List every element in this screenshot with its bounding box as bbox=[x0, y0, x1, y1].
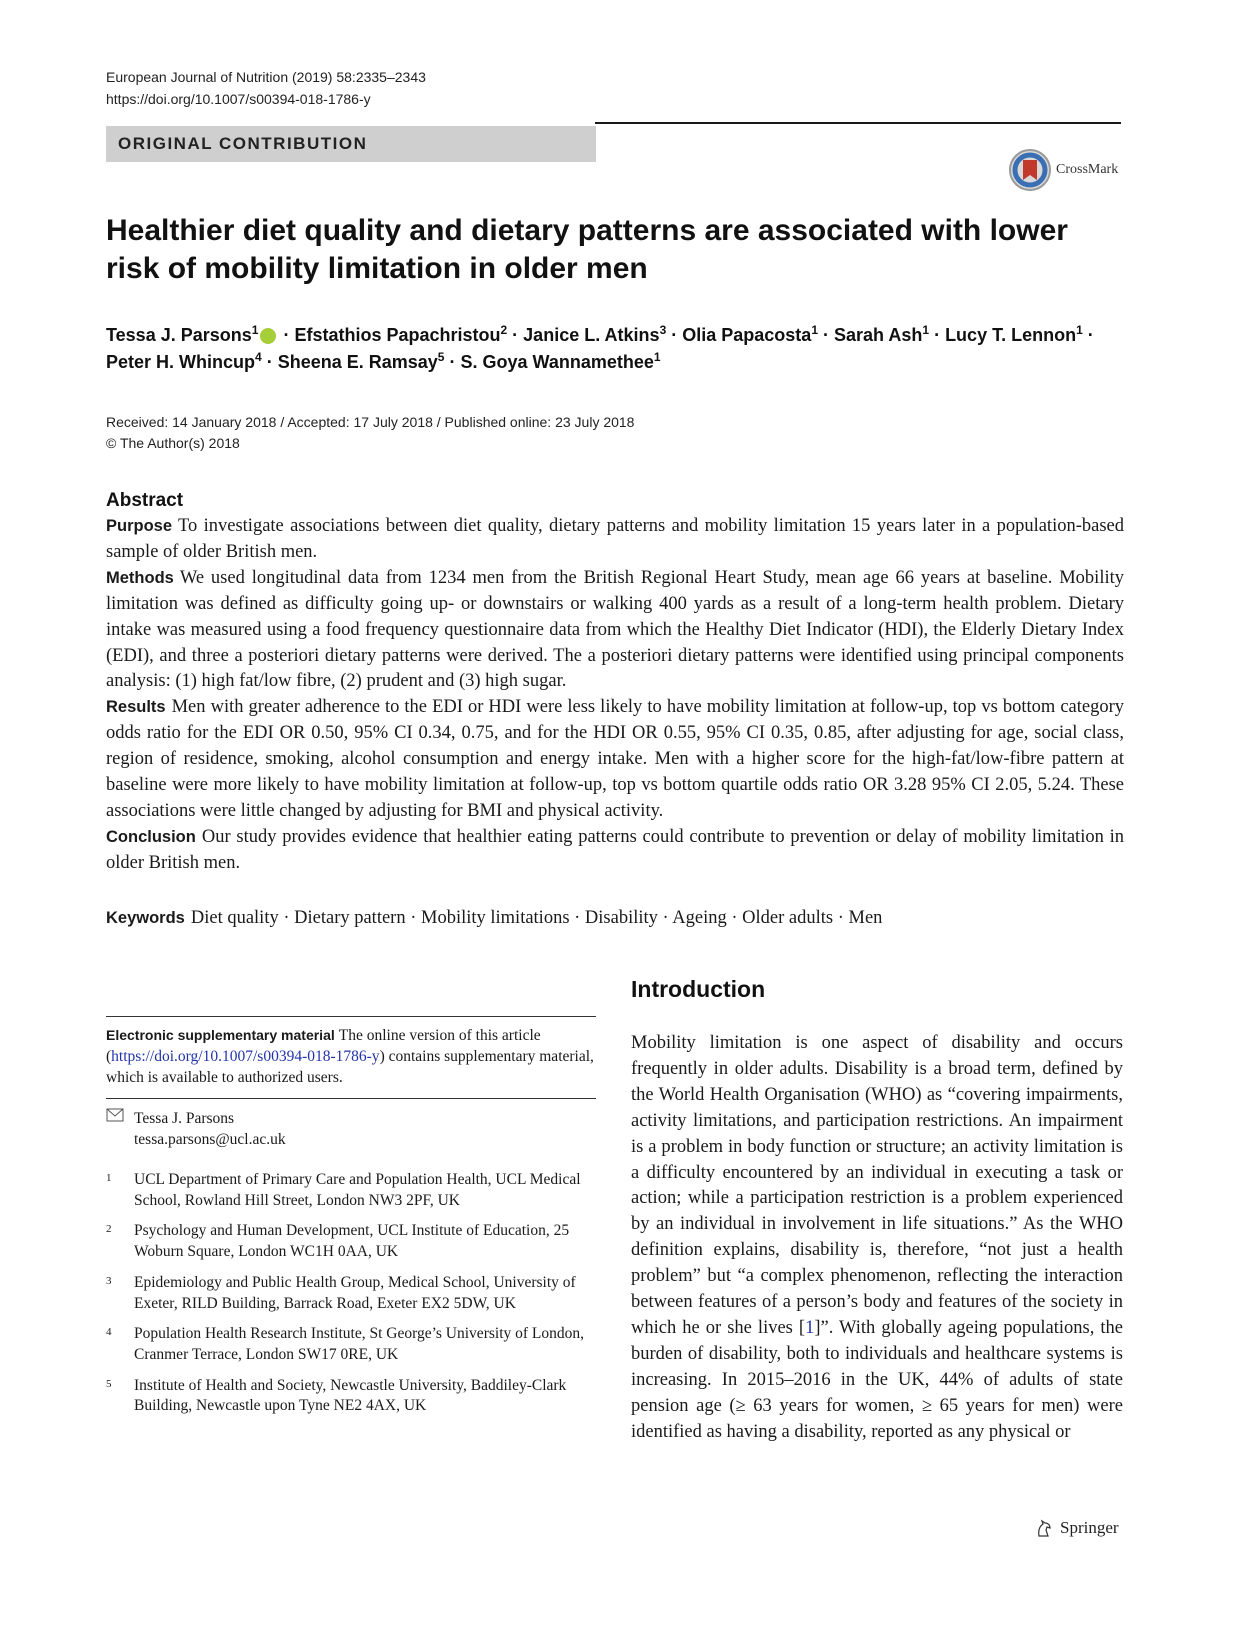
author-separator: · bbox=[278, 325, 295, 345]
conclusion-text: Our study provides evidence that healthier eating patterns could contribute to prevention or delay of mobility limitation in older British men. bbox=[106, 826, 1124, 873]
journal-citation: European Journal of Nutrition (2019) 58:2335–2343 bbox=[106, 69, 426, 85]
author-list bbox=[106, 322, 1126, 376]
author-affiliation-number: 1 bbox=[653, 350, 661, 364]
author[interactable] bbox=[294, 325, 507, 345]
keywords bbox=[106, 905, 1124, 931]
abstract-methods bbox=[106, 566, 1124, 696]
affiliation-text: Institute of Health and Society, Newcastle University, Baddiley-Clark Building, Newcastle upon Tyne NE2 4AX, UK bbox=[134, 1376, 567, 1415]
copyright-line: © The Author(s) 2018 bbox=[106, 435, 240, 451]
keywords-text: Diet quality · Dietary pattern · Mobility limitations · Disability · Ageing · Older adults · Men bbox=[190, 908, 883, 928]
author-separator: · bbox=[1082, 325, 1094, 345]
affiliation-list bbox=[106, 1170, 596, 1427]
springer-horse-icon bbox=[1034, 1518, 1054, 1538]
author[interactable] bbox=[106, 325, 278, 345]
purpose-text: To investigate associations between diet quality, dietary patterns and mobility limitation 15 years later in a population-based sample of older British men. bbox=[106, 516, 1124, 562]
footnote-rule-top bbox=[106, 1016, 596, 1017]
introduction-text bbox=[631, 1031, 1123, 1446]
results-label: Results bbox=[106, 698, 166, 717]
purpose-label: Purpose bbox=[106, 517, 173, 535]
affiliation-number: 1 bbox=[106, 1172, 112, 1184]
author-name: Lucy T. Lennon bbox=[945, 325, 1077, 345]
methods-label: Methods bbox=[106, 568, 174, 587]
author-name: Sheena E. Ramsay bbox=[277, 352, 438, 372]
author-separator: · bbox=[444, 352, 461, 372]
author-separator: · bbox=[818, 325, 834, 345]
crossmark-badge[interactable] bbox=[1008, 148, 1118, 192]
supplementary-note bbox=[106, 1025, 596, 1088]
author-separator: · bbox=[261, 352, 278, 372]
section-label: ORIGINAL CONTRIBUTION bbox=[106, 126, 596, 162]
author-name: Olia Papacosta bbox=[682, 325, 812, 345]
author[interactable] bbox=[945, 325, 1083, 345]
affiliation-number: 3 bbox=[106, 1274, 112, 1287]
footnote-rule-mid bbox=[106, 1098, 596, 1099]
publisher-name: Springer bbox=[1060, 1518, 1119, 1537]
author[interactable] bbox=[106, 352, 262, 372]
author-separator: · bbox=[666, 325, 683, 345]
author-separator: · bbox=[507, 325, 524, 345]
publisher-logo bbox=[1034, 1518, 1119, 1538]
introduction-heading: Introduction bbox=[631, 976, 766, 1002]
correspondence-email[interactable]: tessa.parsons@ucl.ac.uk bbox=[134, 1131, 286, 1148]
abstract-results bbox=[106, 695, 1124, 825]
intro-text-part2: ]”. With globally ageing populations, the burden of disability, both to individuals and healthcare systems is increasing. In 2015–2016 in the UK, 44% of adults of state pension age (≥ 63 years for women, ≥ 65 years for men) were identified as having a disability, reported as any physical or bbox=[631, 1317, 1123, 1442]
affiliation-text: Population Health Research Institute, St George’s University of London, Cranmer Terrace, London SW17 0RE, UK bbox=[134, 1325, 584, 1363]
abstract-conclusion bbox=[106, 825, 1124, 877]
affiliation-item bbox=[106, 1324, 596, 1365]
affiliation-text: Psychology and Human Development, UCL Institute of Education, 25 Woburn Square, London WC1H 0AA, UK bbox=[134, 1222, 570, 1261]
abstract-purpose bbox=[106, 514, 1124, 566]
envelope-icon bbox=[106, 1108, 134, 1150]
supplementary-pre: The online version of this article ( bbox=[106, 1027, 541, 1065]
author-name: Efstathios Papachristou bbox=[294, 325, 501, 345]
intro-text-part1: Mobility limitation is one aspect of disability and occurs frequently in older adults. Disability is a broad term, defined by the World Health Organisation (WHO) as “covering impairments, activity limitations, and participation restrictions. An impairment is a problem in body function or structure; an activity limitation is a difficulty encountered by an individual in executing a task or action; while a participation restriction is a problem experienced by an individual in involvement in life situations.” As the WHO definition explains, disability is, therefore, “not just a health problem” but “a complex phenomenon, reflecting the interaction between features of a person’s body and features of the society in which he or she lives [ bbox=[631, 1033, 1123, 1338]
author-name: Janice L. Atkins bbox=[523, 325, 660, 345]
correspondence bbox=[106, 1108, 596, 1150]
crossmark-label: CrossMark bbox=[1056, 162, 1119, 177]
author[interactable] bbox=[834, 325, 929, 345]
methods-text: We used longitudinal data from 1234 men from the British Regional Heart Study, mean age 66 years at baseline. Mobility limitation was defined as difficulty going up- or downstairs or walking 400 yards as a result of a long-term health problem. Dietary intake was measured using a food frequency questionnaire data from which the Healthy Diet Indicator (HDI), the Elderly Dietary Index (EDI), and three a posteriori dietary patterns were derived. The a posteriori dietary patterns were identified using principal components analysis: (1) high fat/low fibre, (2) prudent and (3) high sugar. bbox=[106, 567, 1124, 692]
author-affiliation-number: 1 bbox=[811, 323, 818, 337]
author-name: Sarah Ash bbox=[834, 325, 923, 345]
supplementary-label: Electronic supplementary material bbox=[106, 1027, 335, 1043]
affiliation-number: 5 bbox=[106, 1377, 112, 1390]
supplementary-link[interactable]: https://doi.org/10.1007/s00394-018-1786-y bbox=[111, 1048, 380, 1065]
crossmark-icon bbox=[1008, 148, 1052, 192]
dates-line: Received: 14 January 2018 / Accepted: 17 July 2018 / Published online: 23 July 2018 bbox=[106, 414, 635, 430]
author-name: S. Goya Wannamethee bbox=[460, 352, 654, 372]
author-affiliation-number: 1 bbox=[922, 323, 930, 337]
author[interactable] bbox=[460, 352, 660, 372]
affiliation-item bbox=[106, 1221, 596, 1262]
author-affiliation-number: 1 bbox=[251, 323, 259, 337]
author-affiliation-number: 2 bbox=[500, 323, 508, 337]
correspondence-name: Tessa J. Parsons bbox=[134, 1110, 235, 1127]
results-text: Men with greater adherence to the EDI or HDI were less likely to have mobility limitation at follow-up, top vs bottom category odds ratio for the EDI OR 0.50, 95% CI 0.34, 0.75, and for the HDI OR 0.55, 95% CI 0.35, 0.85, after adjusting for age, social class, region of residence, smoking, alcohol consumption and energy intake. Men with a higher score for the high-fat/low-fibre pattern at baseline were more likely to have mobility limitation at follow-up, top vs bottom quartile odds ratio OR 3.28 95% CI 2.05, 5.24. These associations were little changed by adjusting for BMI and physical activity. bbox=[106, 697, 1124, 821]
keywords-label: Keywords bbox=[106, 909, 185, 927]
author-name: Peter H. Whincup bbox=[106, 352, 256, 372]
author[interactable] bbox=[523, 325, 666, 345]
journal-header bbox=[106, 66, 426, 110]
affiliation-number: 4 bbox=[106, 1326, 112, 1339]
author-affiliation-number: 4 bbox=[255, 350, 262, 364]
author-affiliation-number: 3 bbox=[659, 323, 667, 337]
affiliation-text: Epidemiology and Public Health Group, Medical School, University of Exeter, RILD Building, Barrack Road, Exeter EX2 5DW, UK bbox=[134, 1273, 576, 1312]
citation-link[interactable]: 1 bbox=[805, 1317, 815, 1338]
author-affiliation-number: 5 bbox=[437, 350, 445, 364]
author[interactable] bbox=[682, 325, 818, 345]
abstract bbox=[106, 490, 1124, 877]
header-rule bbox=[595, 122, 1121, 124]
author-affiliation-number: 1 bbox=[1076, 323, 1083, 337]
affiliation-number: 2 bbox=[106, 1223, 112, 1236]
journal-doi[interactable]: https://doi.org/10.1007/s00394-018-1786-y bbox=[106, 91, 371, 107]
author[interactable] bbox=[278, 352, 445, 372]
author-separator: · bbox=[929, 325, 946, 345]
affiliation-item bbox=[106, 1170, 596, 1211]
affiliation-text: UCL Department of Primary Care and Population Health, UCL Medical School, Rowland Hill Street, London NW3 2PF, UK bbox=[134, 1171, 581, 1209]
supplementary-post: ) contains supplementary material, which is available to authorized users. bbox=[106, 1048, 594, 1086]
affiliation-item bbox=[106, 1376, 596, 1417]
article-title: Healthier diet quality and dietary patterns are associated with lower risk of mobility limitation in older men bbox=[106, 214, 1068, 285]
conclusion-label: Conclusion bbox=[106, 827, 196, 846]
affiliation-item bbox=[106, 1273, 596, 1314]
author-name: Tessa J. Parsons bbox=[106, 325, 252, 345]
publication-dates bbox=[106, 412, 634, 454]
orcid-icon[interactable] bbox=[260, 328, 276, 344]
abstract-heading: Abstract bbox=[106, 490, 184, 511]
